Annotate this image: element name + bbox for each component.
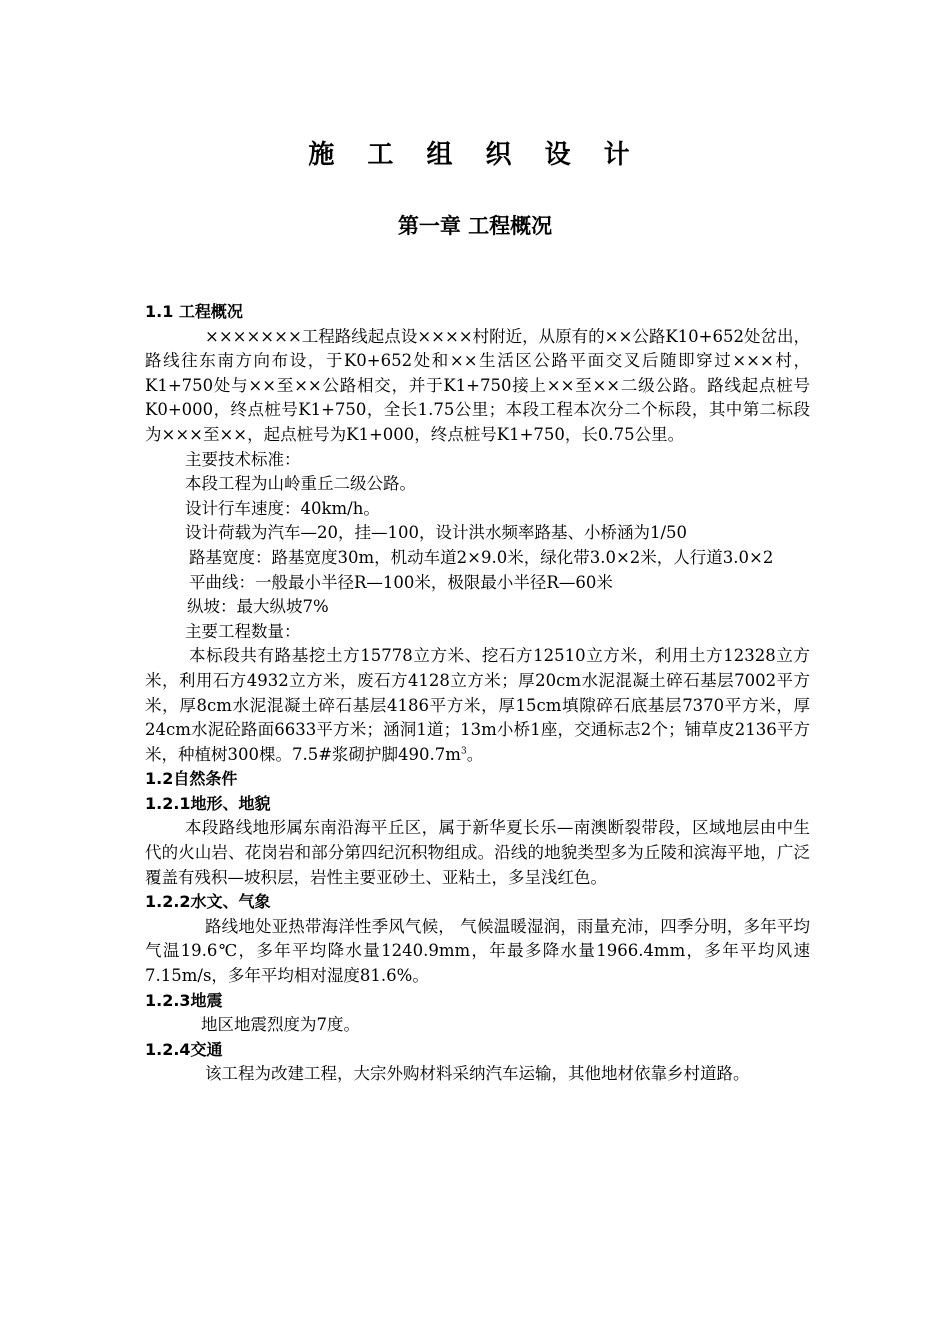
section-heading-1-1: 1.1 工程概况 — [145, 302, 243, 321]
section-heading-1-2: 1.2自然条件 — [145, 769, 238, 789]
document-body — [145, 300, 810, 1087]
earthquake-paragraph: 地区地震烈度为7度。 — [201, 1015, 360, 1035]
tech-standard-speed: 设计行车速度：40km/h。 — [185, 498, 380, 518]
quantity-end: 。 — [466, 744, 484, 764]
tech-standard-load: 设计荷载为汽车—20，挂—100，设计洪水频率路基、小桥涵为1/50 — [185, 523, 688, 543]
terrain-paragraph: 本段路线地形属东南沿海平丘区，属于新华夏长乐—南澳断裂带段，区域地层由中生代的火山岩、花岗岩和部分第四纪沉积物组成。沿线的地貌类型多为丘陵和滨海平地，广泛覆盖有残积—坡积层，岩性主要亚砂土、亚粘土，多呈浅红色。 — [145, 818, 810, 887]
tech-standard-width: 路基宽度：路基宽度30m，机动车道2×9.0米，绿化带3.0×2米，人行道3.0×2 — [189, 547, 774, 567]
tech-standard-grade-slope: 纵坡：最大纵坡7% — [187, 597, 329, 617]
chapter-title: 第一章 工程概况 — [397, 214, 553, 238]
tech-standard-label: 主要技术标准： — [185, 449, 301, 469]
climate-paragraph: 路线地处亚热带海洋性季风气候， 气候温暖湿润，雨量充沛，四季分明，多年平均气温19.6℃，多年平均降水量1240.9mm，年最多降水量1966.4mm，多年平均风速7.15m/s，多年平均相对湿度81.6%。 — [145, 916, 810, 986]
section-heading-1-2-1: 1.2.1地形、地貌 — [145, 793, 271, 813]
section-heading-1-2-2: 1.2.2水文、气象 — [145, 892, 271, 912]
quantity-paragraph — [145, 644, 810, 767]
section-heading-1-2-4: 1.2.4交通 — [145, 1039, 223, 1059]
traffic-paragraph: 该工程为改建工程，大宗外购材料采纳汽车运输，其他地材依靠乡村道路。 — [205, 1064, 750, 1084]
tech-standard-grade: 本段工程为山岭重丘二级公路。 — [185, 474, 416, 494]
tech-standard-curve: 平曲线：一般最小半径R—100米，极限最小半径R—60米 — [189, 572, 613, 592]
overview-paragraph: ×××××××工程路线起点设××××村附近，从原有的××公路K10+652处岔出，路线往东南方向布设，于K0+652处和××生活区公路平面交叉后随即穿过×××村，K1+750处与××至××公路相交，并于K1+750接上××至××二级公路。路线起点桩号K0+000，终点桩号K1+750，全长1.75公里；本段工程本次分二个标段，其中第二标段为×××至××，起点桩号为K1+000，终点桩号K1+750，长0.75公里。 — [145, 326, 810, 444]
quantity-text: 本标段共有路基挖土方15778立方米、挖石方12510立方米，利用土方12328立方米，利用石方4932立方米，废石方4128立方米；厚20cm水泥混凝土碎石基层7002平方米，厚8cm水泥混凝土碎石基层4186平方米，厚15cm填隙碎石底基层7370平方米，厚24cm水泥砼路面6633平方米；涵洞1道；13m小桥1座，交通标志2个；铺草皮2136平方米，种植树300棵。7.5#浆砌护脚490.7m — [145, 646, 810, 764]
quantity-superscript: 3 — [460, 746, 467, 757]
quantity-label: 主要工程数量： — [185, 621, 301, 641]
document-title: 施 工 组 织 设 计 — [308, 140, 642, 170]
section-heading-1-2-3: 1.2.3地震 — [145, 990, 223, 1010]
